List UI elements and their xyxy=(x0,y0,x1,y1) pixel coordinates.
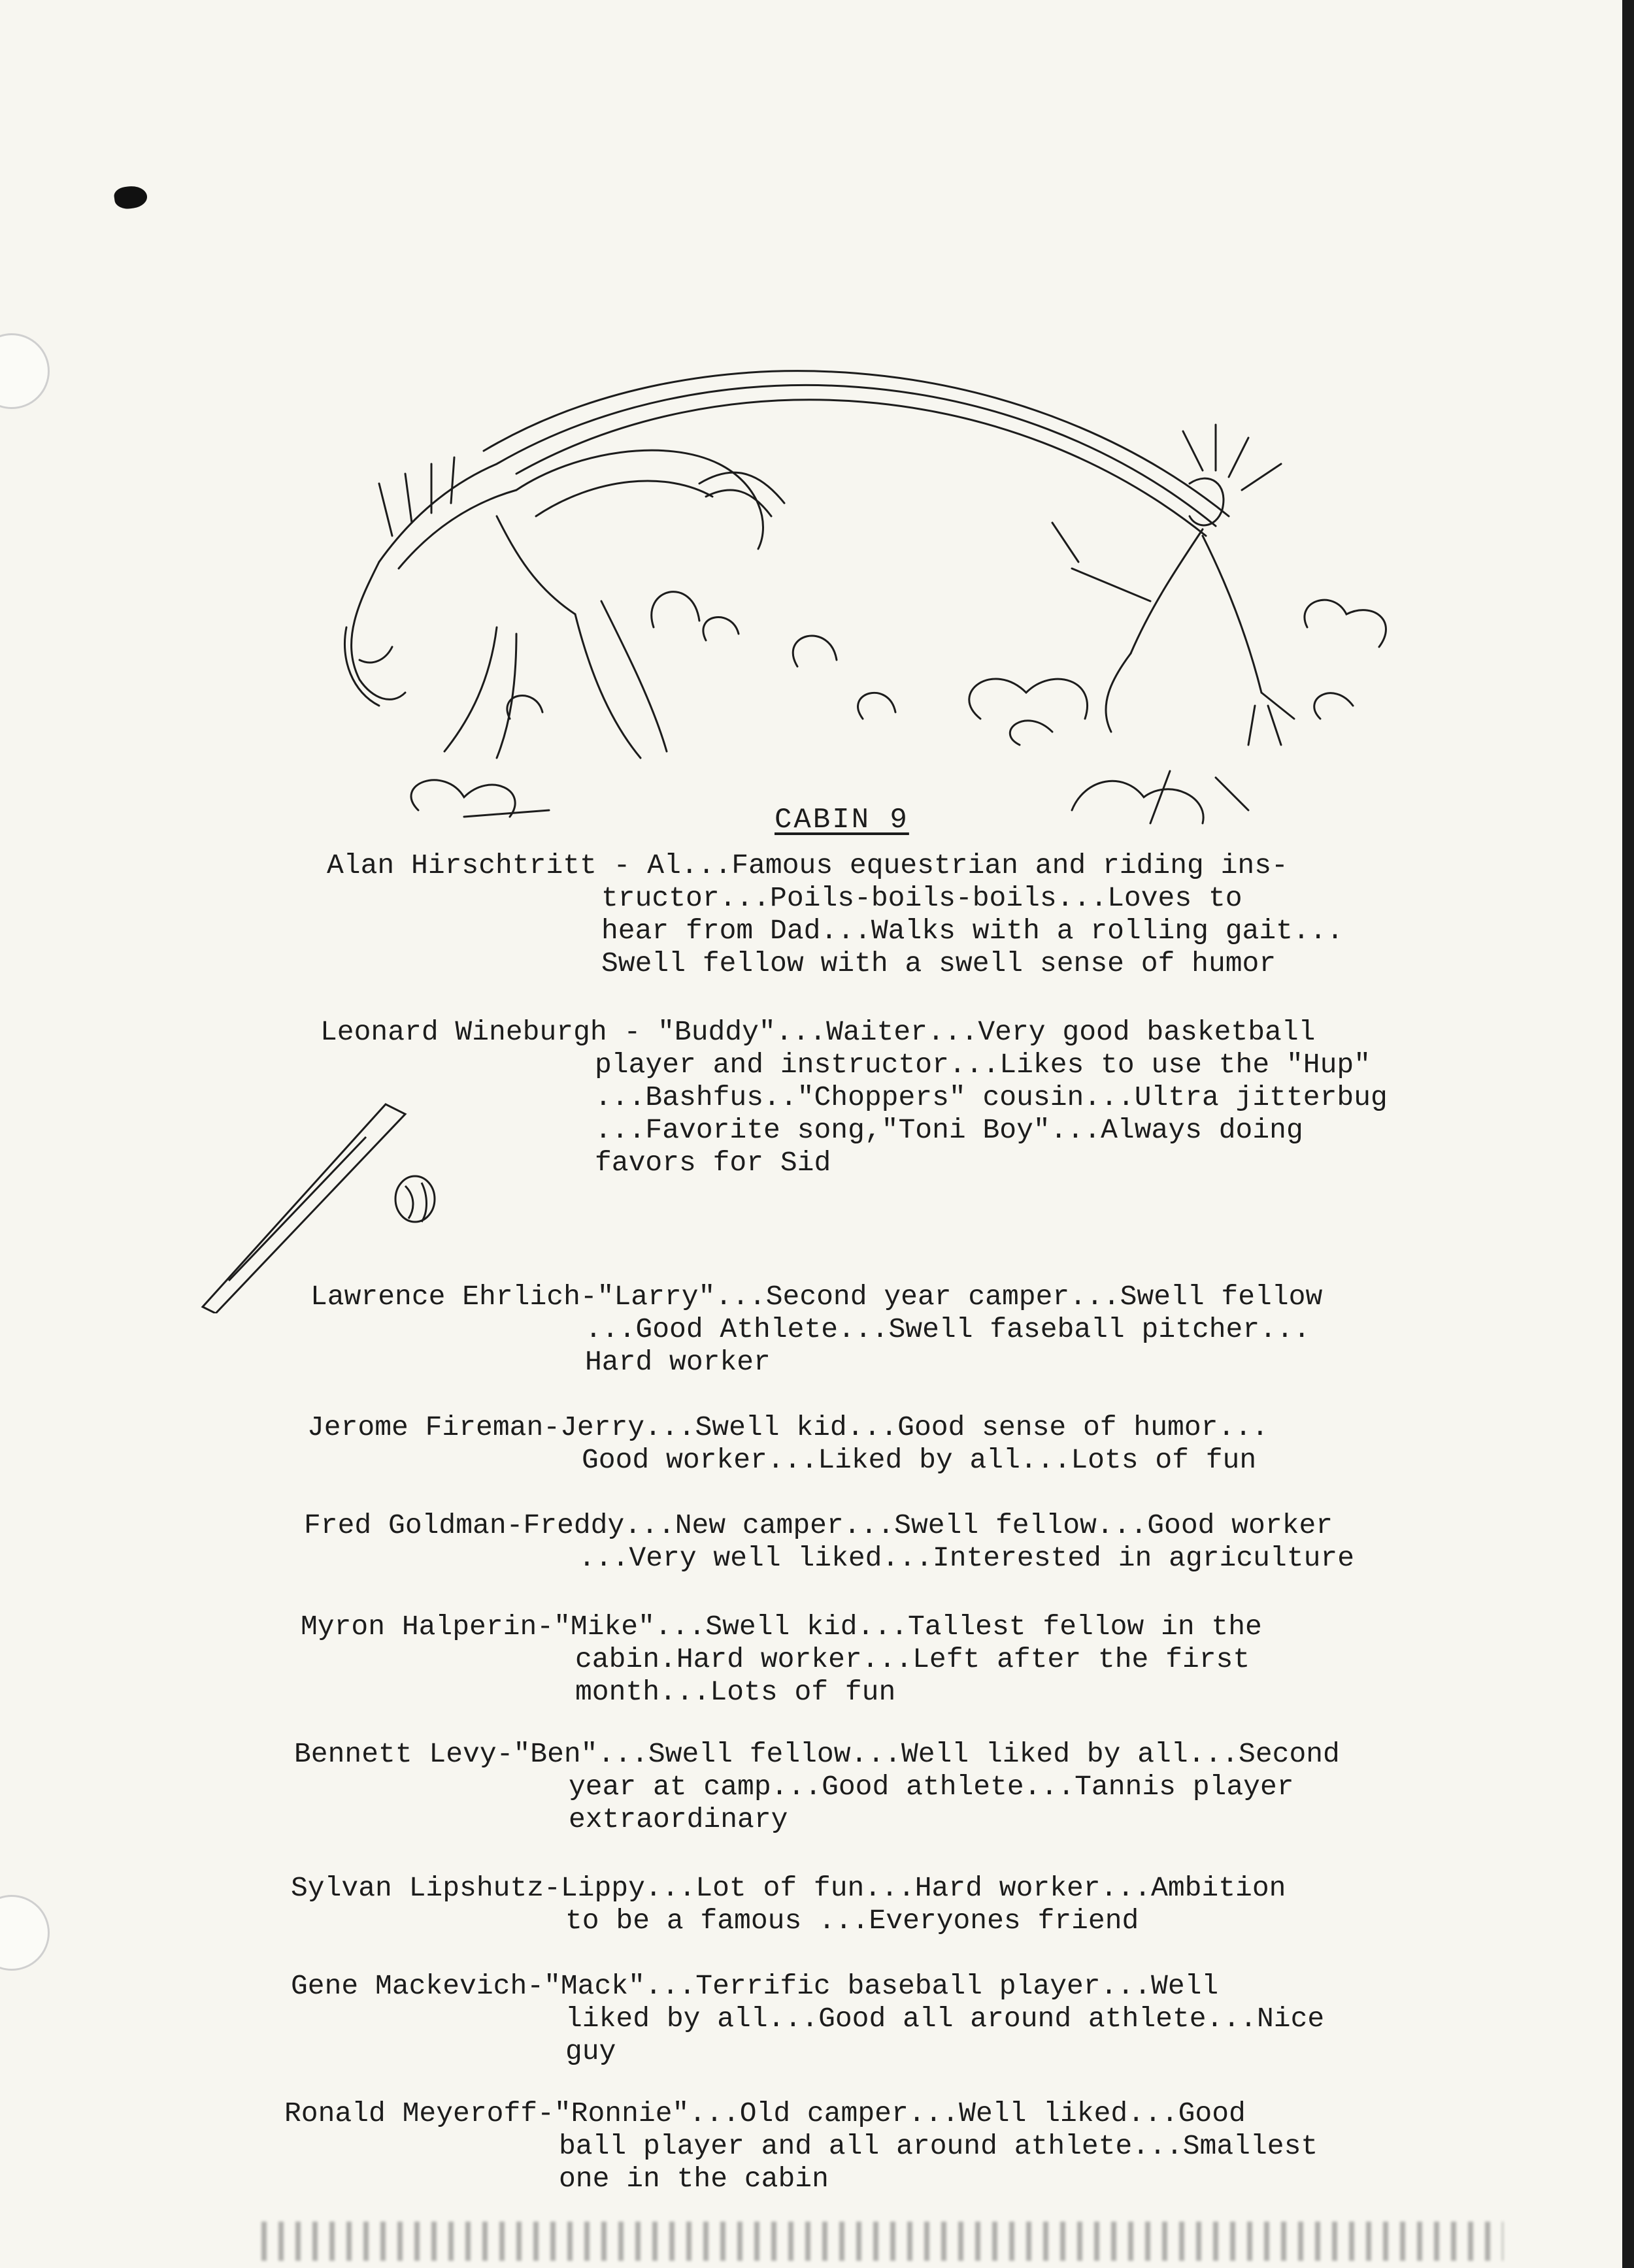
ink-blot xyxy=(113,184,148,211)
entry-line: tructor...Poils-boils-boils...Loves to xyxy=(601,882,1242,914)
entry-line: liked by all...Good all around athlete...Nice xyxy=(565,2003,1325,2035)
entry-line: hear from Dad...Walks with a rolling gait... xyxy=(601,915,1344,947)
entry-line: guy xyxy=(565,2035,616,2067)
entry-first-line: Gene Mackevich-"Mack"...Terrific baseball player...Well xyxy=(291,1970,1219,2002)
entry-line: ...Good Athlete...Swell faseball pitcher... xyxy=(585,1313,1310,1345)
entry-line: year at camp...Good athlete...Tannis player xyxy=(569,1771,1294,1803)
entry-line: month...Lots of fun xyxy=(575,1676,896,1708)
entry-line: cabin.Hard worker...Left after the first xyxy=(575,1643,1250,1675)
entry-line: ball player and all around athlete...Smallest xyxy=(559,2130,1318,2162)
entry-line: one in the cabin xyxy=(559,2163,829,2195)
entry-line: extraordinary xyxy=(569,1803,788,1835)
camper-entry xyxy=(307,1411,1269,1477)
horse-rider-illustration xyxy=(301,353,1425,876)
entry-line: to be a famous ...Everyones friend xyxy=(565,1905,1139,1937)
entry-line: ...Very well liked...Interested in agriculture xyxy=(578,1542,1354,1574)
ink-smudge-footer xyxy=(261,2222,1503,2261)
camper-entry xyxy=(301,1611,1262,1709)
entry-first-line: Lawrence Ehrlich-"Larry"...Second year camper...Swell fellow xyxy=(310,1281,1323,1313)
entry-first-line: Ronald Meyeroff-"Ronnie"...Old camper...Well liked...Good xyxy=(284,2097,1246,2129)
entry-line: favors for Sid xyxy=(595,1147,831,1179)
entry-first-line: Alan Hirschtritt - Al...Famous equestrian and riding ins- xyxy=(327,849,1288,881)
entry-first-line: Jerome Fireman-Jerry...Swell kid...Good sense of humor... xyxy=(307,1411,1269,1443)
camper-entry xyxy=(320,1016,1388,1179)
entry-line: Hard worker xyxy=(585,1346,771,1378)
camper-entry xyxy=(291,1872,1286,1937)
camper-entry xyxy=(304,1509,1354,1575)
entry-line: Good worker...Liked by all...Lots of fun xyxy=(582,1444,1257,1476)
entry-line: ...Bashfus.."Choppers" cousin...Ultra jitterbug xyxy=(595,1081,1388,1113)
scan-edge xyxy=(1622,0,1634,2268)
entry-first-line: Leonard Wineburgh - "Buddy"...Waiter...Very good basketball xyxy=(320,1016,1316,1048)
entry-first-line: Sylvan Lipshutz-Lippy...Lot of fun...Hard worker...Ambition xyxy=(291,1872,1286,1904)
punch-hole xyxy=(0,333,50,409)
entry-first-line: Myron Halperin-"Mike"...Swell kid...Tallest fellow in the xyxy=(301,1611,1262,1643)
camper-entry xyxy=(294,1738,1340,1836)
entry-first-line: Fred Goldman-Freddy...New camper...Swell fellow...Good worker xyxy=(304,1509,1333,1541)
punch-hole xyxy=(0,1895,50,1971)
camper-entry xyxy=(284,2097,1318,2195)
entry-first-line: Bennett Levy-"Ben"...Swell fellow...Well liked by all...Second xyxy=(294,1738,1340,1770)
entry-line: Swell fellow with a swell sense of humor xyxy=(601,947,1276,979)
camper-entry xyxy=(310,1281,1322,1379)
camper-entry xyxy=(327,849,1343,980)
entry-line: player and instructor...Likes to use the "Hup" xyxy=(595,1049,1371,1081)
camper-entry xyxy=(291,1970,1324,2068)
entry-line: ...Favorite song,"Toni Boy"...Always doing xyxy=(595,1114,1303,1146)
cabin-heading: CABIN 9 xyxy=(775,804,909,836)
